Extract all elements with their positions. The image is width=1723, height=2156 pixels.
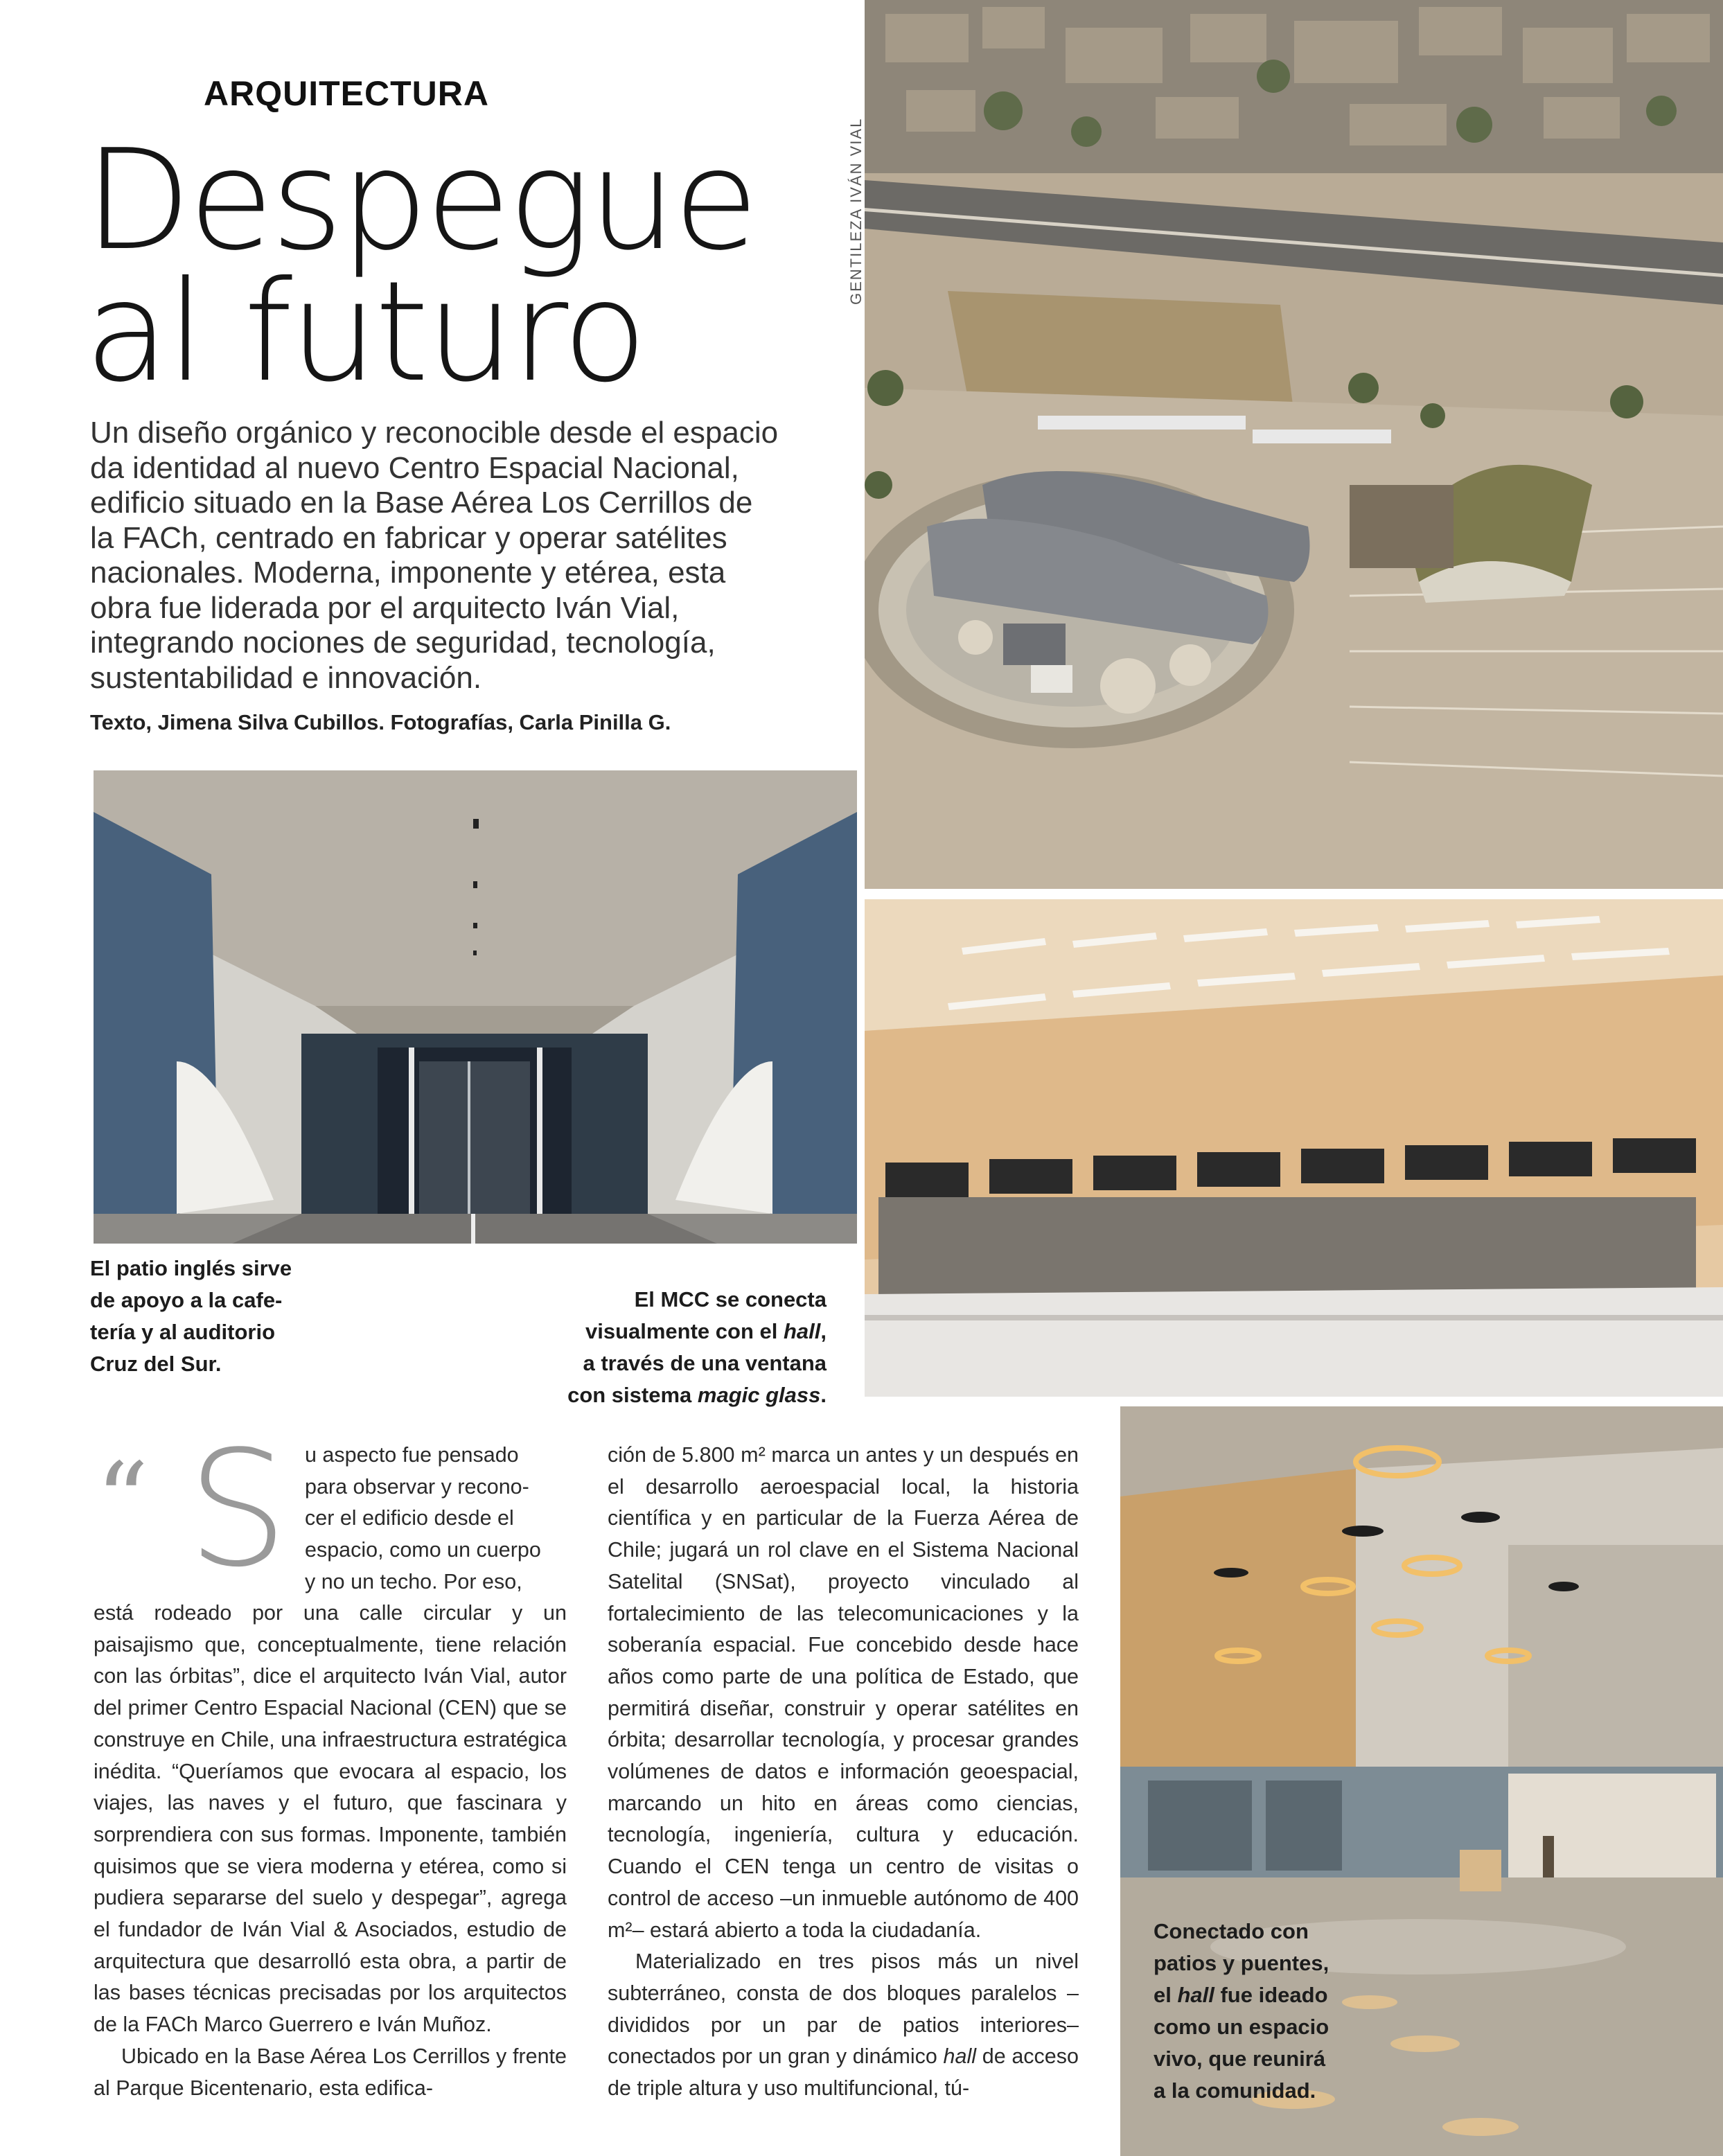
- body-paragraph: [608, 1946, 1079, 2105]
- caption-line: como un espacio: [1154, 2015, 1329, 2039]
- title-line-2: al futuro: [85, 251, 645, 413]
- body-column-1-lead: [305, 1440, 567, 1598]
- caption-text: el: [1154, 1983, 1178, 2007]
- body-text: de acceso de triple altura y uso multifuncional, tú-: [608, 2044, 1079, 2101]
- aerial-photo: [865, 0, 1723, 889]
- caption-line: [1154, 1979, 1375, 2011]
- caption-text: visualmente con el: [585, 1319, 784, 1343]
- title-line-1: Despegue: [85, 120, 757, 281]
- caption-line: patios y puentes,: [1154, 1951, 1329, 1975]
- caption-line: [485, 1316, 827, 1348]
- patio-caption: [90, 1253, 339, 1380]
- caption-line: a la comunidad.: [1154, 2078, 1316, 2103]
- caption-text: ,: [820, 1319, 827, 1343]
- control-room-photo: [865, 899, 1723, 1397]
- body-line: espacio, como un cuerpo: [305, 1538, 541, 1562]
- caption-line: Cruz del Sur.: [90, 1352, 222, 1376]
- body-column-1: [94, 1598, 567, 2104]
- article-lede: Un diseño orgánico y reconocible desde el espacio da identidad al nuevo Centro Espacial Nacional, edificio situado en la Base Aérea Los Cerrillos de la FACh, centrado en fabricar y operar satélites nacionales. Moderna, imponente y etérea, esta obra fue liderada por el arquitecto Iván Vial, integrando nociones de seguridad, tecnología, sustentabilidad e innovación.: [90, 416, 779, 695]
- caption-line: El patio inglés sirve: [90, 1256, 292, 1280]
- body-paragraph: Ubicado en la Base Aérea Los Cerrillos y frente al Parque Bicentenario, esta edifica-: [94, 2044, 567, 2100]
- caption-line: a través de una ventana: [583, 1351, 827, 1375]
- caption-italic: hall: [783, 1319, 821, 1343]
- body-italic: hall: [943, 2044, 977, 2069]
- caption-italic: magic glass: [697, 1383, 821, 1407]
- caption-italic: hall: [1177, 1983, 1214, 2007]
- caption-text: fue ideado: [1214, 1983, 1328, 2007]
- caption-line: tería y al auditorio: [90, 1320, 276, 1344]
- mcc-caption: [485, 1284, 827, 1411]
- body-line: u aspecto fue pensado: [305, 1443, 519, 1467]
- caption-line: vivo, que reunirá: [1154, 2047, 1326, 2071]
- body-text: Materializado en tres pisos más un nivel subterráneo, consta de dos bloques paralelos –divididos por un par de patios interiores– conectados por un gran y dinámico: [608, 1950, 1079, 2069]
- caption-line: [485, 1379, 827, 1411]
- byline: Texto, Jimena Silva Cubillos. Fotografías, Carla Pinilla G.: [90, 710, 671, 734]
- body-column-2: [608, 1440, 1079, 2105]
- dropcap-quote: “: [96, 1441, 149, 1562]
- body-line: para observar y recono-: [305, 1474, 529, 1499]
- body-line: cer el edificio desde el: [305, 1506, 514, 1530]
- photo-credit-text: GENTILEZA IVÁN VIAL: [847, 117, 865, 305]
- caption-line: de apoyo a la cafe-: [90, 1288, 283, 1312]
- section-label: ARQUITECTURA: [204, 74, 489, 113]
- caption-text: .: [820, 1383, 827, 1407]
- article-title: [85, 120, 757, 413]
- body-paragraph: ción de 5.800 m² marca un antes y un después en el desarrollo aeroespacial local, la historia científica y en particular de la Fuerza Aérea de Chile; jugará un rol clave en el Sistema Nacional Satelital (SNSat), proyecto vinculado al fortalecimiento de las telecomunicaciones y la soberanía espacial. Fue concebido desde hace años como parte de una política de Estado, que permitirá diseñar, construir y operar satélites en órbita; desarrollar tecnología, y procesar grandes volúmenes de datos e información geoespacial, marcando un hito en áreas como ciencias, tecnología, ingeniería, cultura y educación. Cuando el CEN tenga un centro de visitas o control de acceso –un inmueble autónomo de 400 m²– estará abierto a toda la ciudadanía.: [608, 1443, 1079, 1942]
- caption-text: con sistema: [567, 1383, 698, 1407]
- dropcap-letter: S: [187, 1417, 288, 1602]
- hall-caption: [1154, 1916, 1375, 2107]
- body-paragraph: está rodeado por una calle circular y un paisajismo que, conceptualmente, tiene relación con las órbitas”, dice el arquitecto Iván Vial, autor del primer Centro Espacial Nacional (CEN) que se construye en Chile, una infraestructura estratégica inédita. “Queríamos que evocara al espacio, los viajes, las naves y el futuro, que fascinara y sorprendiera con sus formas. Imponente, también quisimos que se viera moderna y etérea, como si pudiera separarse del suelo y despegar”, agrega el fundador de Iván Vial & Asociados, estudio de arquitectura que desarrolló esta obra, a partir de las bases técnicas precisadas por los arquitectos de la FACh Marco Guerrero e Iván Muñoz.: [94, 1601, 567, 2037]
- body-line: y no un techo. Por eso,: [305, 1569, 522, 1593]
- caption-line: Conectado con: [1154, 1919, 1309, 1943]
- patio-photo: [94, 770, 857, 1244]
- caption-line: El MCC se conecta: [634, 1287, 827, 1311]
